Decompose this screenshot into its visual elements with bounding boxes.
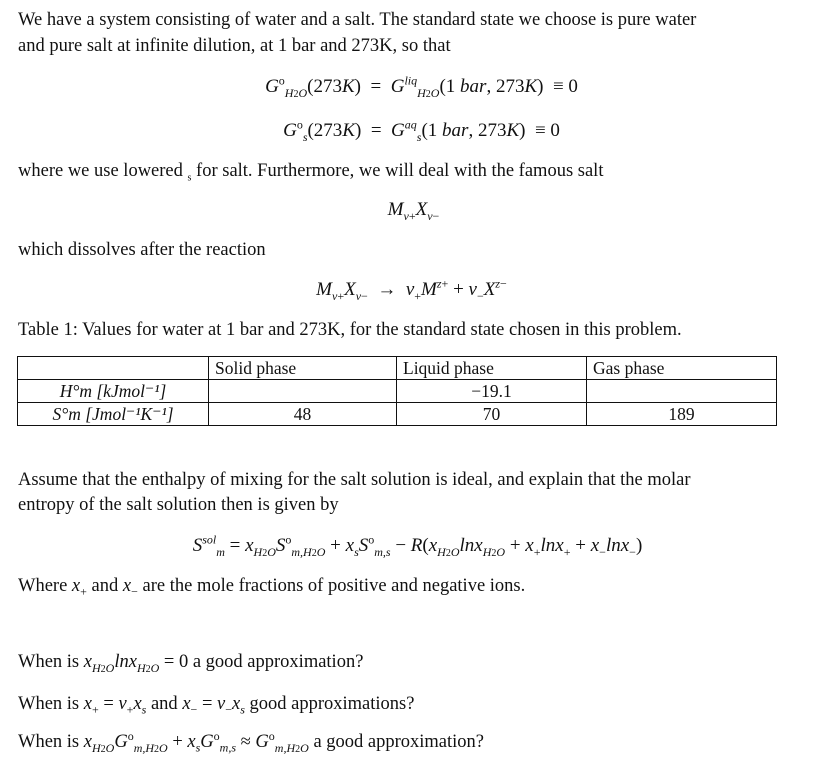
table-caption: Table 1: Values for water at 1 bar and 273K, for the standard state chosen in this problem.: [18, 320, 682, 340]
table-cell-enthalpy-gas: [587, 380, 777, 403]
question-2-expression-a: $x_+ = \nu_+x_s$: [83, 694, 147, 717]
equation-salt-formula: $M_{\nu+}X_{\nu-}$: [387, 199, 440, 223]
equation-solution-entropy: $S^{sol}_m = x_{H2O}S^o_{m,H2O} + x_sS^o_{m,s} - R(x_{H2O}\ln x_{H2O} + x_+\ln x_+ + x_-\ln x_-)$: [192, 532, 643, 559]
table-cell-entropy-gas: 189: [587, 403, 777, 426]
table-header-gas: Gas phase: [587, 357, 777, 380]
assume-line-1: Assume that the enthalpy of mixing for the salt solution is ideal, and explain that the molar: [18, 470, 691, 490]
question-1: When is $x_{H2O}\ln x_{H2O} = 0$ a good approximation?: [18, 652, 364, 675]
question-3: When is $x_{H2O}G^o_{m,H2O} + x_sG^o_{m,s} \approx G^o_{m,H2O}$ a good approximation?: [18, 728, 485, 755]
water-properties-table: [17, 356, 777, 426]
table-cell-enthalpy-liquid: −19.1: [397, 380, 587, 403]
table-header-empty: [18, 357, 209, 380]
table-header-solid: Solid phase: [209, 357, 397, 380]
intro-line-2: and pure salt at infinite dilution, at 1 bar and 273K, so that: [18, 36, 451, 56]
table-row-entropy: [18, 403, 777, 426]
equation-salt-standard-state: $G^o_s(273K) = G^{aq}_s(1$ bar, 273K) ≡ 0: [283, 117, 560, 144]
question-2-expression-b: $x_- = \nu_-x_s$: [182, 694, 245, 717]
table-label-entropy: S°m [Jmol⁻¹K⁻¹]: [18, 403, 209, 426]
intro-line-1: We have a system consisting of water and a salt. The standard state we choose is pure water: [18, 10, 697, 30]
x-plus-symbol: $x_+$: [71, 576, 87, 599]
table-header-row: [18, 357, 777, 380]
x-minus-symbol: $x_-$: [122, 576, 138, 599]
table-cell-enthalpy-solid: [209, 380, 397, 403]
question-3-expression: $x_{H2O}G^o_{m,H2O} + x_sG^o_{m,s} \approx G^o_{m,H2O}$: [83, 728, 309, 755]
table-label-enthalpy: H°m [kJmol⁻¹]: [18, 380, 209, 403]
table-cell-entropy-solid: 48: [209, 403, 397, 426]
mole-fraction-sentence: Where $x_+$ and $x_-$ are the mole fractions of positive and negative ions.: [18, 576, 526, 599]
lowered-s-sentence: where we use lowered $_s$ for salt. Furthermore, we will deal with the famous salt: [18, 161, 604, 184]
equation-water-standard-state: $G^o_{H2O}(273K) = G^{liq}_{H2O}(1$ bar, 273K) ≡ 0: [265, 73, 578, 100]
dissolves-sentence: which dissolves after the reaction: [18, 240, 266, 260]
table-row-enthalpy: [18, 380, 777, 403]
table-header-liquid: Liquid phase: [397, 357, 587, 380]
question-2: When is $x_+ = \nu_+x_s$ and $x_- = \nu_-x_s$ good approximations?: [18, 694, 415, 717]
table-cell-entropy-liquid: 70: [397, 403, 587, 426]
equation-reaction: $M_{\nu+}X_{\nu-} \to \nu_+M^{z+} + \nu_-X^{z-}$: [316, 276, 507, 303]
assume-line-2: entropy of the salt solution then is given by: [18, 495, 339, 515]
question-1-expression: $x_{H2O}\ln x_{H2O} = 0$: [83, 652, 189, 675]
